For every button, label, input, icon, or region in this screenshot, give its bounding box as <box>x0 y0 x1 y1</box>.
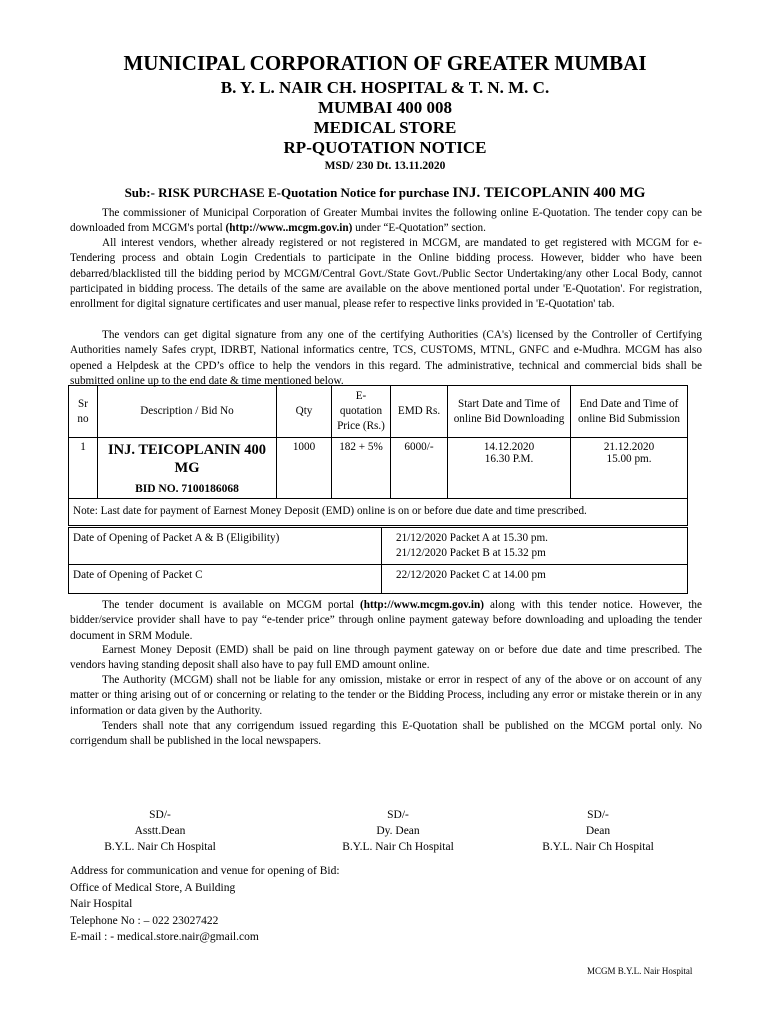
packet-c-date: 22/12/2020 Packet C at 14.00 pm <box>382 565 688 594</box>
intro-paragraph <box>70 206 702 237</box>
intro-text-end: under “E-Quotation” section. <box>352 222 486 235</box>
signature-dean <box>508 807 688 855</box>
portal-link-1[interactable]: (http://www..mcgm.gov.in) <box>225 222 353 235</box>
signature-org: B.Y.L. Nair Ch Hospital <box>542 841 654 853</box>
notice-title: RP-QUOTATION NOTICE <box>283 138 487 157</box>
signature-sd: SD/- <box>587 809 609 821</box>
bid-table <box>68 385 688 526</box>
packet-c-row <box>69 565 688 594</box>
note-row <box>69 499 688 526</box>
row-item-name: INJ. TEICOPLANIN 400 MG <box>107 442 267 476</box>
page-footer: MCGM B.Y.L. Nair Hospital <box>587 966 693 976</box>
row-bid-number: BID NO. 7100186068 <box>135 483 239 495</box>
address-heading: Address for communication and venue for opening of Bid: <box>70 865 340 877</box>
liability-paragraph: The Authority (MCGM) shall not be liable for any omission, mistake or error in respect of any of the above or on account of any matter or thing arising out of or concerning or relating to the tender or the Bidding Process, including any error or mistake therein or in any information or data given by the Authority. <box>70 674 702 717</box>
address-office: Office of Medical Store, A Building <box>70 881 236 894</box>
row-end-date: 21.12.2020 <box>603 441 655 453</box>
signature-title: Dy. Dean <box>376 825 420 837</box>
packet-c-label: Date of Opening of Packet C <box>69 565 382 594</box>
packet-ab-dates <box>382 528 688 565</box>
signature-sd: SD/- <box>149 809 171 821</box>
signature-org: B.Y.L. Nair Ch Hospital <box>342 841 454 853</box>
header-sr: Sr no <box>69 386 98 438</box>
address-hospital: Nair Hospital <box>70 898 133 910</box>
packet-table <box>68 527 688 594</box>
org-title: MUNICIPAL CORPORATION OF GREATER MUMBAI <box>123 51 647 75</box>
digital-signature-paragraph: The vendors can get digital signature from any one of the certifying Authorities (CA's) licensed by the Controller of Certifying Authorities namely Safes crypt, IDRBT, National informatics centre, TCS, CUSTOMS, MTNL, GNFC and e-Mudhra. MCGM has also opened a Helpdesk at the CPD’s office to help the vendors in this regard. The administrative, technical and commercial bids shall be submitted online up to the end date & time mentioned below. <box>70 329 702 387</box>
signature-title: Asstt.Dean <box>134 825 186 837</box>
row-start-date: 14.12.2020 <box>483 441 535 453</box>
header-end: End Date and Time of online Bid Submission <box>571 386 688 438</box>
tender-text: The tender document is available on MCGM portal <box>102 599 360 611</box>
packet-ab-label: Date of Opening of Packet A & B (Eligibility) <box>69 528 382 565</box>
row-start-time: 16.30 P.M. <box>484 453 534 465</box>
emd-note: Note: Last date for payment of Earnest Money Deposit (EMD) online is on or before due date and time prescribed. <box>69 499 688 526</box>
signature-asstt-dean <box>70 807 250 855</box>
row-description <box>98 438 277 499</box>
signature-org: B.Y.L. Nair Ch Hospital <box>104 841 216 853</box>
address-email[interactable]: E-mail : - medical.store.nair@gmail.com <box>70 931 259 943</box>
portal-link-2[interactable]: (http://www.mcgm.gov.in) <box>360 599 484 611</box>
intro-text: The commissioner of Municipal Corporation of Greater Mumbai invites the following online E-Quotation. The tender copy can be downloaded from MCGM's portal <box>70 207 702 235</box>
table-row <box>69 438 688 499</box>
packet-b-date: 21/12/2020 Packet B at 15.32 pm <box>396 547 546 559</box>
row-sr: 1 <box>69 438 98 499</box>
row-qty: 1000 <box>277 438 332 499</box>
bid-table-header <box>69 386 688 438</box>
header-start: Start Date and Time of online Bid Downloading <box>448 386 571 438</box>
signature-dy-dean <box>308 807 488 855</box>
header-description: Description / Bid No <box>98 386 277 438</box>
address-block <box>70 863 340 946</box>
tender-document-paragraph <box>70 598 702 644</box>
dept-title: MEDICAL STORE <box>313 118 457 137</box>
address-telephone: Telephone No : – 022 23027422 <box>70 914 219 927</box>
tender-text-end: along with this tender notice. However, the bidder/service provider shall have to pay “e-tender price” through online payment gateway before downloading and uploading the tender document in SRM Module. <box>70 599 702 642</box>
signature-title: Dean <box>585 825 611 837</box>
row-end-time: 15.00 pm. <box>606 453 652 465</box>
emd-paragraph: Earnest Money Deposit (EMD) shall be paid on line through payment gateway on or before due date and time prescribed. The vendors having standing deposit shall also have to pay full EMD amount online. <box>70 644 702 672</box>
city-title: MUMBAI 400 008 <box>317 98 453 117</box>
row-price: 182 + 5% <box>332 438 391 499</box>
row-emd: 6000/- <box>391 438 448 499</box>
packet-a-date: 21/12/2020 Packet A at 15.30 pm. <box>396 532 548 544</box>
subject-item: INJ. TEICOPLANIN 400 MG <box>452 185 646 201</box>
registration-paragraph: All interest vendors, whether already registered or not registered in MCGM, are mandated to get registered with MCGM for e-Tendering process and obtain Login Credentials to participate in the Online bidding process. However, bidder who have been debarred/blacklisted till the bidding period by MCGM/Central Govt./State Govt./Public Sector Undertaking/any other Local Body, cannot participated in bidding process. The details of the same are available on the above mentioned portal under 'E-Quotation'. For registration, enrollment for digital signature certificates and user manual, please refer to respective links provided in 'E-Quotation' tab. <box>70 237 702 311</box>
row-end <box>571 438 688 499</box>
hospital-title: B. Y. L. NAIR CH. HOSPITAL & T. N. M. C. <box>220 78 550 97</box>
reference-number: MSD/ 230 Dt. 13.11.2020 <box>324 160 446 172</box>
header-price: E-quotation Price (Rs.) <box>332 386 391 438</box>
subject-line <box>0 185 770 202</box>
row-start <box>448 438 571 499</box>
subject-prefix: Sub:- RISK PURCHASE E-Quotation Notice for purchase <box>124 185 453 200</box>
packet-ab-row <box>69 528 688 565</box>
header-emd: EMD Rs. <box>391 386 448 438</box>
signature-sd: SD/- <box>387 809 409 821</box>
header-qty: Qty <box>277 386 332 438</box>
corrigendum-paragraph: Tenders shall note that any corrigendum issued regarding this E-Quotation shall be published on the MCGM portal only. No corrigendum shall be published in the local newspapers. <box>70 720 702 748</box>
